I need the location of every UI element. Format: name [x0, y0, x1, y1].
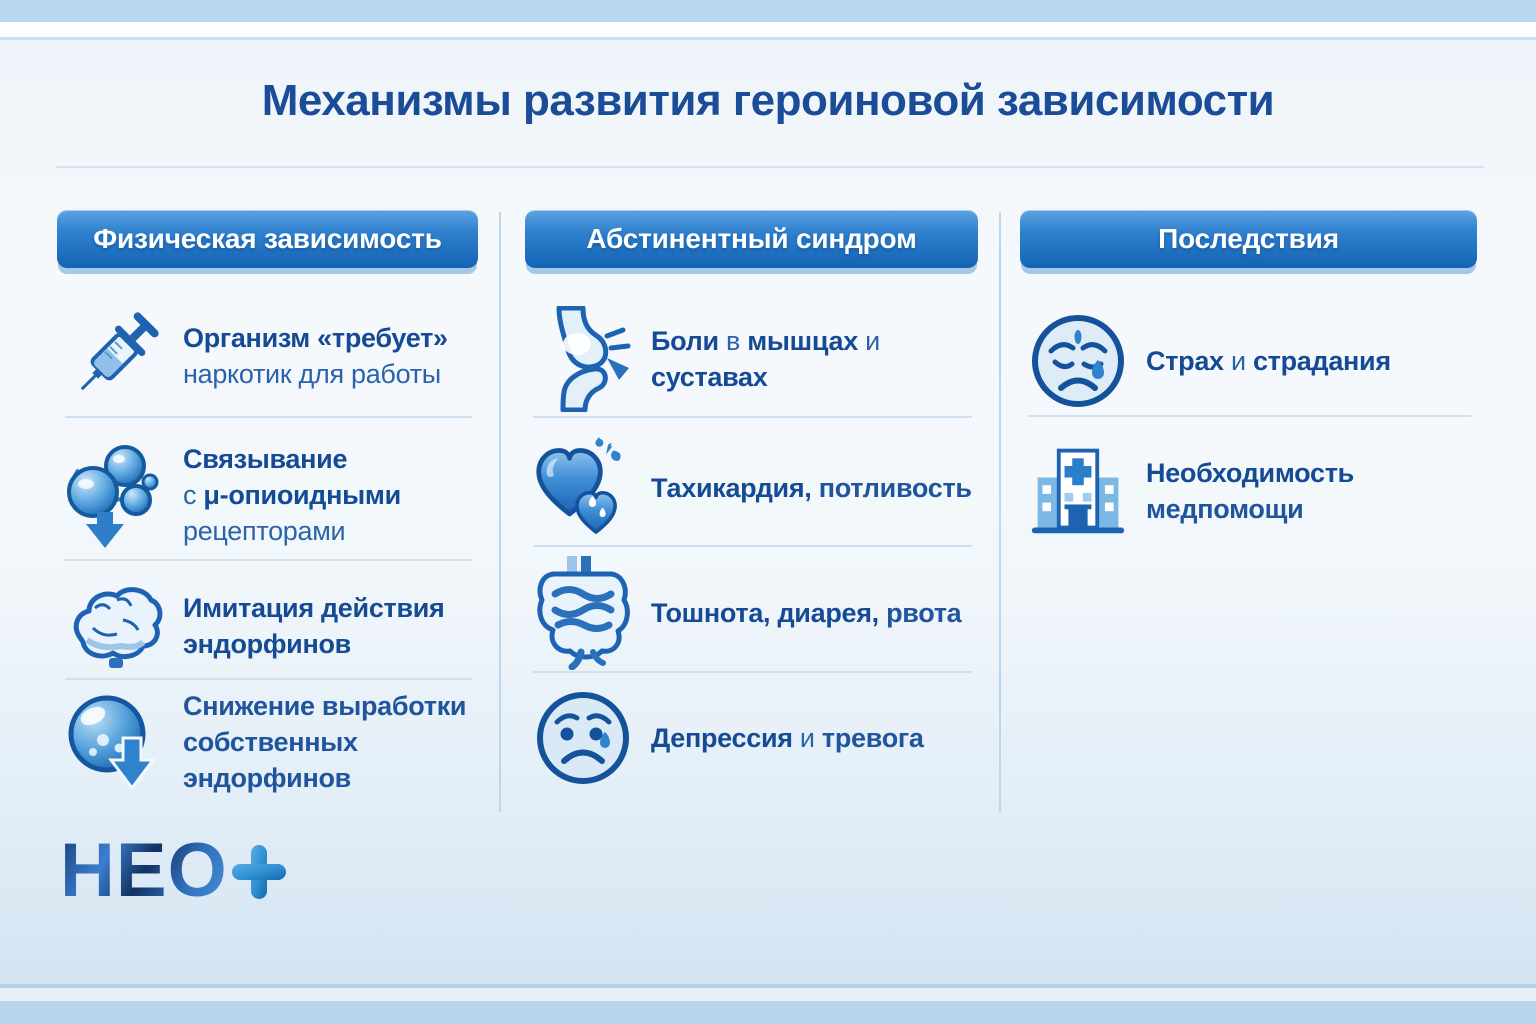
column-divider: [499, 212, 501, 812]
item-separator: [65, 678, 472, 680]
heart-sweat-icon: [533, 433, 633, 543]
item-separator: [1028, 415, 1471, 417]
item-text: Необходимость медпомощи: [1146, 458, 1354, 524]
list-item: [65, 691, 478, 793]
worried-face-icon: [1028, 311, 1128, 411]
plus-icon: [230, 843, 288, 906]
item-text: Боли в мышцах и суставах: [651, 326, 880, 392]
item-separator: [65, 559, 472, 561]
neo-plus-logo: [60, 828, 288, 913]
item-text: Депрессия и тревога: [651, 723, 924, 753]
column-header-consequences: [1020, 210, 1477, 268]
item-separator: [533, 416, 972, 418]
joint-pain-icon: [533, 306, 633, 412]
item-separator: [65, 416, 472, 418]
sad-face-icon: [533, 688, 633, 788]
column-header-label: Физическая зависимость: [93, 223, 442, 254]
syringe-icon: [65, 304, 165, 408]
logo-text: НЕО: [60, 828, 228, 913]
hospital-icon: [1028, 441, 1128, 541]
brain-icon: [65, 578, 165, 674]
list-item: [65, 300, 478, 412]
list-item: [533, 686, 978, 790]
list-item: [65, 432, 478, 558]
list-item: [533, 432, 978, 544]
list-item: [65, 576, 478, 676]
list-item: [1028, 436, 1477, 546]
item-text: Страх и страдания: [1146, 346, 1391, 376]
item-separator: [533, 545, 972, 547]
item-text: Снижение выработки собственных эндорфинов: [183, 691, 467, 793]
column-header-label: Абстинентный синдром: [586, 223, 917, 254]
list-item: [1028, 310, 1477, 412]
bottom-white-strip: [0, 988, 1536, 1001]
item-text: Имитация действия эндорфинов: [183, 593, 445, 659]
page-title: Механизмы развития героиновой зависимости: [261, 76, 1275, 125]
column-divider: [999, 212, 1001, 812]
column-header-withdrawal-syndrome: [525, 210, 978, 268]
bottom-border-band: [0, 1001, 1536, 1024]
list-item: [533, 556, 978, 670]
item-text: Тошнота, диарея, рвота: [651, 598, 962, 628]
item-text: Связывание с μ-опиоидными рецепторами: [183, 444, 401, 546]
intestines-icon: [533, 556, 633, 670]
item-separator: [533, 671, 972, 673]
column-consequences: [1020, 0, 1477, 1024]
item-text: Тахикардия, потливость: [651, 473, 972, 503]
molecule-receptor-icon: [65, 438, 165, 552]
endorphin-decrease-icon: [65, 692, 165, 792]
list-item: [533, 304, 978, 414]
column-header-label: Последствия: [1158, 223, 1339, 254]
column-header-physical-dependence: [57, 210, 478, 268]
item-text: Организм «требует» наркотик для работы: [183, 323, 448, 389]
column-withdrawal-syndrome: [525, 0, 978, 1024]
